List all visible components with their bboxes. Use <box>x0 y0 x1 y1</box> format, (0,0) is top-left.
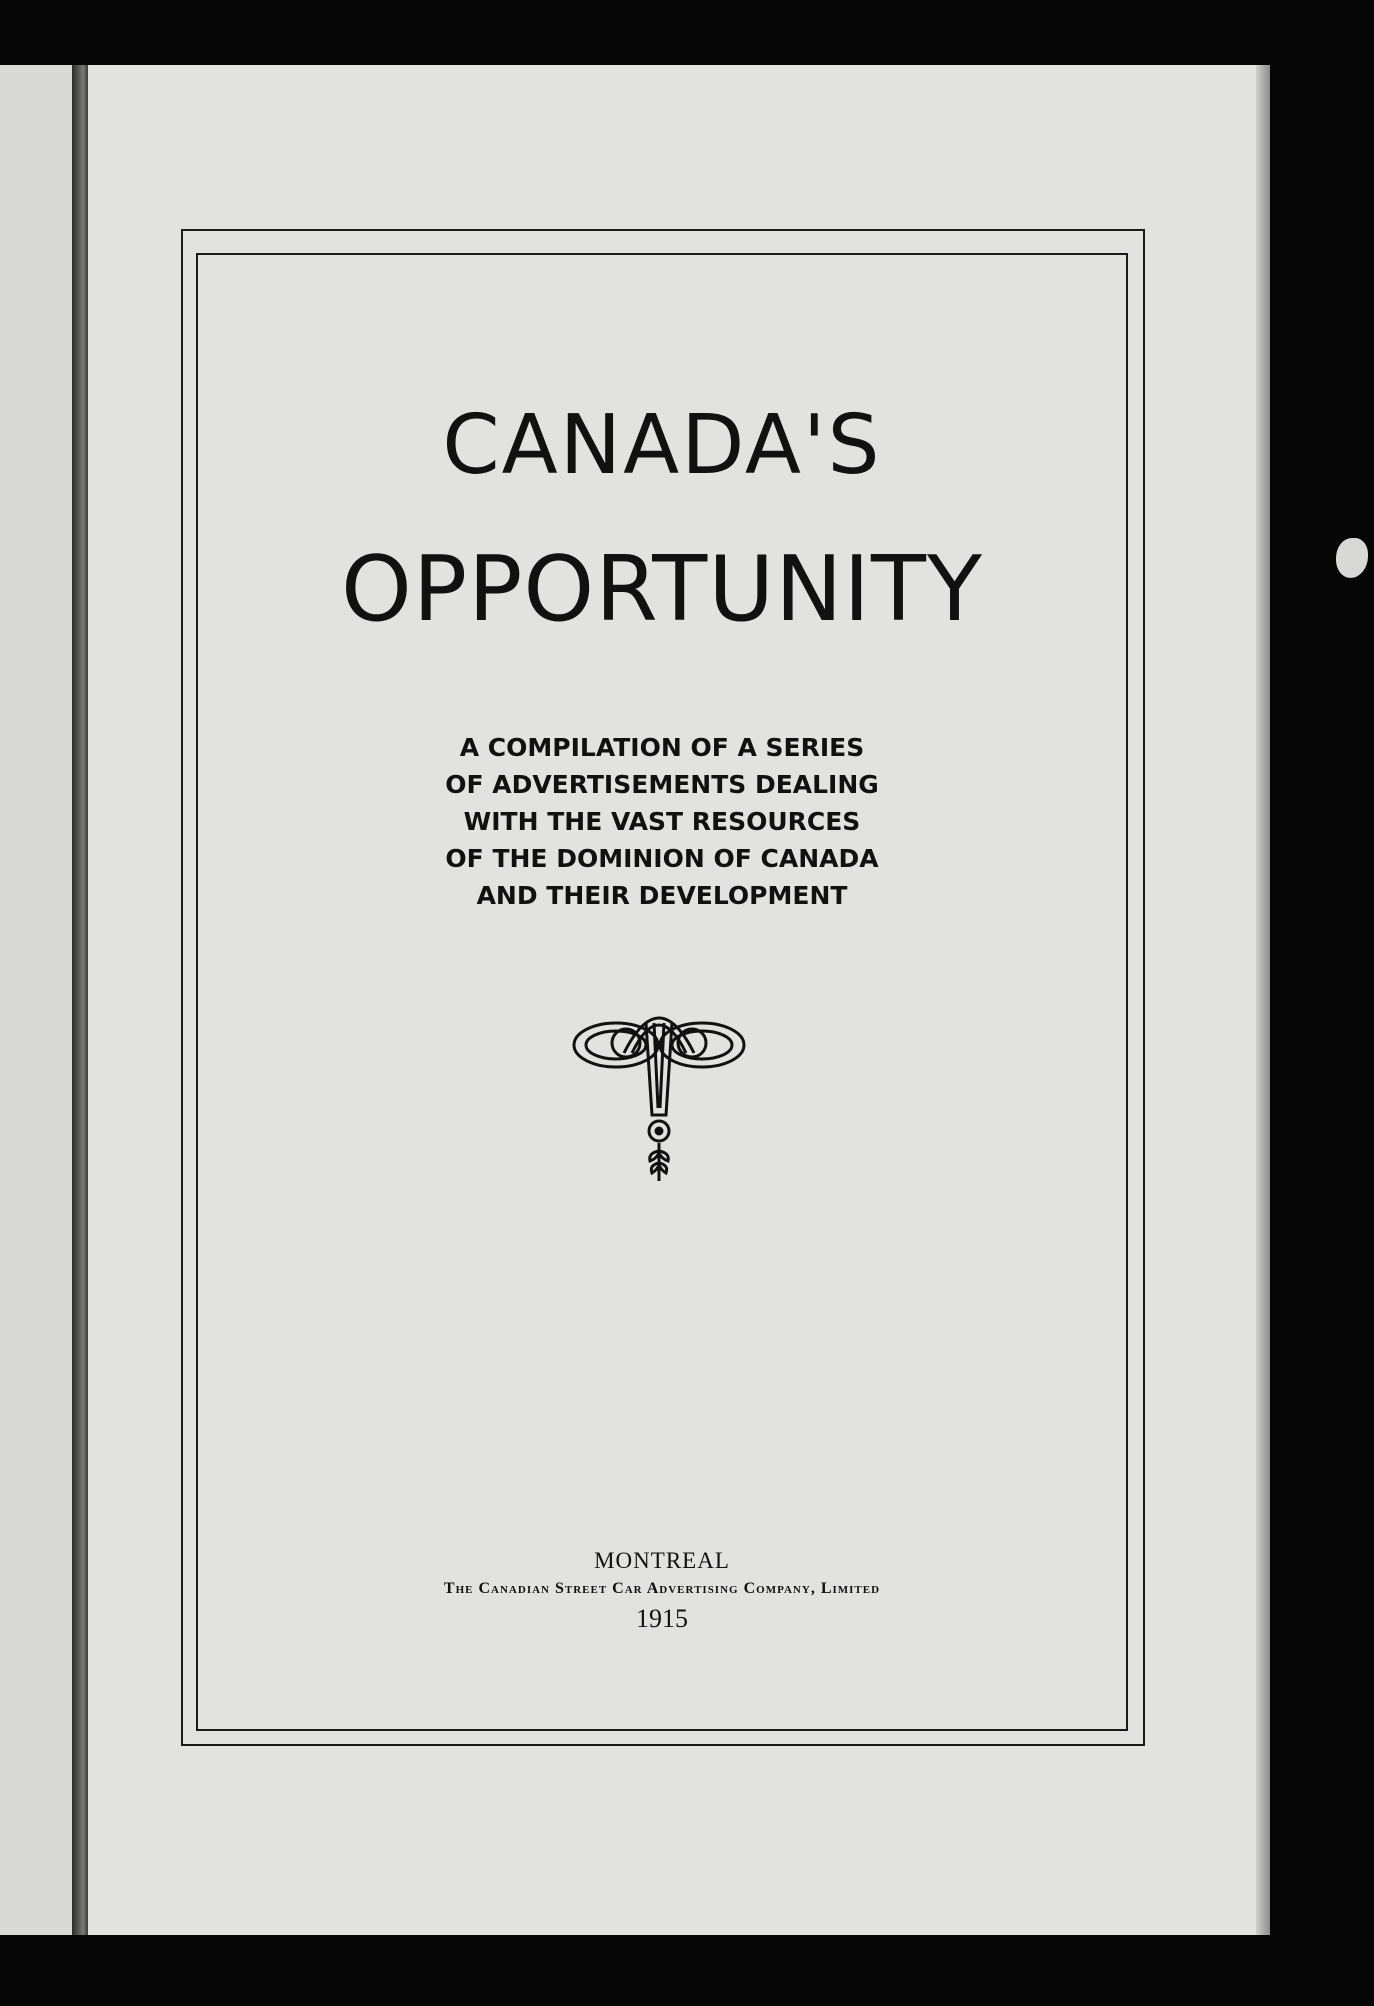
art-nouveau-ornament-icon <box>564 983 754 1183</box>
subtitle-line: OF ADVERTISEMENTS DEALING <box>445 770 879 799</box>
subtitle-line: OF THE DOMINION OF CANADA <box>445 844 879 873</box>
subtitle-line: A COMPILATION OF A SERIES <box>459 733 865 762</box>
title-page-content <box>196 253 1128 1731</box>
title-line-1: CANADA'S <box>442 398 882 493</box>
subtitle-line: AND THEIR DEVELOPMENT <box>476 881 848 910</box>
facing-page-edge <box>0 65 78 1935</box>
subtitle-line: WITH THE VAST RESOURCES <box>463 807 861 836</box>
imprint <box>196 1546 1128 1636</box>
scan-blot <box>1336 538 1368 578</box>
book-spine <box>72 65 88 1935</box>
page-edge <box>1256 65 1270 1935</box>
publication-year: 1915 <box>636 1604 688 1633</box>
publication-city: MONTREAL <box>594 1548 730 1573</box>
subtitle <box>196 729 1128 914</box>
publisher-name: The Canadian Street Car Advertising Company, Limited <box>443 1580 881 1597</box>
title-line-2: OPPORTUNITY <box>341 537 983 642</box>
